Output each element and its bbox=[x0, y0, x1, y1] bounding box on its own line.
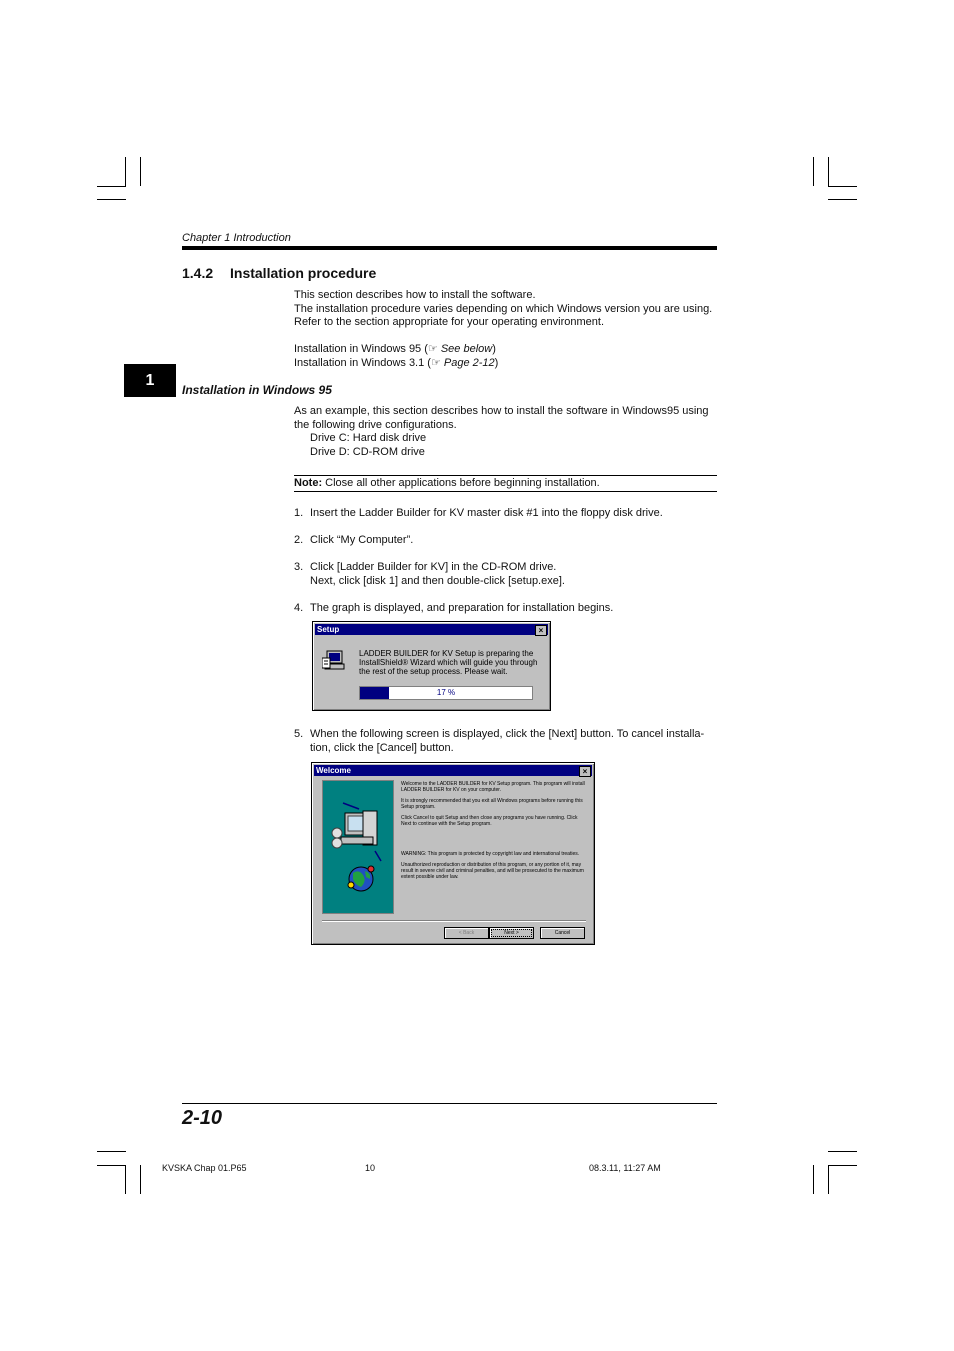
arrow-icon: ☞ bbox=[427, 343, 441, 355]
chapter-header: Chapter 1 Introduction bbox=[182, 232, 291, 244]
slug-sheet: 10 bbox=[365, 1163, 376, 1173]
welcome-text bbox=[401, 781, 586, 885]
crop-mark bbox=[97, 1151, 126, 1152]
intro-line-2: The installation procedure varies depending on which Windows version you are using. Refer to the section appropriate for your operating environment. bbox=[294, 302, 713, 328]
subsection-title: Installation in Windows 95 bbox=[182, 383, 332, 397]
computer-setup-icon bbox=[322, 649, 346, 673]
reference-link[interactable]: See below bbox=[440, 343, 493, 355]
crop-mark bbox=[828, 1151, 857, 1152]
computer-globe-icon bbox=[323, 781, 393, 913]
intro-line-1: This section describes how to install the software. bbox=[294, 289, 536, 301]
footer-rule bbox=[182, 1103, 717, 1104]
step-4: 4. The graph is displayed, and preparation for installation begins. bbox=[294, 602, 614, 614]
page-number: 2-10 bbox=[182, 1107, 223, 1129]
crop-mark bbox=[140, 1165, 141, 1194]
reference-windows95: Installation in Windows 95 (☞ See below) bbox=[294, 343, 496, 355]
crop-mark bbox=[813, 157, 814, 186]
slug-filename: KVSKA Chap 01.P65 bbox=[162, 1163, 247, 1173]
step-1: 1. Insert the Ladder Builder for KV master disk #1 into the floppy disk drive. bbox=[294, 507, 663, 519]
progress-bar bbox=[359, 686, 533, 700]
close-button[interactable]: × bbox=[535, 625, 547, 636]
subsection-para: As an example, this section describes how to install the software in Windows95 using the following drive configurations. bbox=[294, 405, 709, 431]
crop-mark bbox=[125, 1165, 126, 1194]
section-number: 1.4.2 bbox=[182, 265, 214, 281]
step-3: 3. Click [Ladder Builder for KV] in the CD-ROM drive. Next, click [disk 1] and then double-click [setup.exe]. bbox=[294, 561, 565, 587]
drive-d: Drive D: CD-ROM drive bbox=[310, 445, 425, 458]
arrow-icon: ☞ bbox=[430, 356, 444, 369]
crop-mark bbox=[828, 1165, 829, 1194]
welcome-titlebar: Welcome × bbox=[314, 765, 592, 776]
crop-mark bbox=[828, 199, 857, 200]
crop-mark bbox=[813, 1165, 814, 1194]
reference-windows31: Installation in Windows 3.1 (☞ Page 2-12) bbox=[294, 356, 499, 369]
reference-link[interactable]: Page 2-12 bbox=[443, 356, 495, 369]
section-title bbox=[182, 265, 376, 281]
crop-mark bbox=[125, 157, 126, 186]
note-box bbox=[294, 475, 717, 492]
reference-list bbox=[294, 343, 718, 370]
intro bbox=[294, 289, 718, 330]
crop-mark bbox=[97, 1165, 126, 1166]
separator bbox=[322, 920, 586, 922]
section-title-text: Installation procedure bbox=[230, 265, 377, 281]
setup-dialog bbox=[312, 621, 551, 711]
crop-mark bbox=[828, 186, 857, 187]
setup-message: LADDER BUILDER for KV Setup is preparing the InstallShield® Wizard which will guide you through the rest of the setup process. Please wait. bbox=[359, 649, 538, 676]
back-button[interactable]: < Back bbox=[444, 927, 489, 939]
slug-timestamp: 08.3.11, 11:27 AM bbox=[589, 1163, 661, 1173]
progress-text: 17 % bbox=[436, 688, 456, 697]
next-button[interactable]: Next > bbox=[489, 927, 534, 939]
chapter-tab: 1 bbox=[124, 364, 176, 397]
header-rule bbox=[182, 246, 717, 250]
crop-mark bbox=[828, 1165, 857, 1166]
warning-paragraph: Unauthorized reproduction or distribution of this program, or any portion of it, may result in severe civil and criminal penalties, and will be prosecuted to the maximum extent possible under law. bbox=[401, 862, 584, 880]
warning-paragraph: WARNING: This program is protected by copyright law and international treaties. bbox=[401, 851, 580, 857]
drive-c: Drive C: Hard disk drive bbox=[310, 432, 427, 444]
welcome-image-panel bbox=[322, 780, 394, 914]
step-2: 2. Click “My Computer”. bbox=[294, 534, 414, 546]
note-label: Note: bbox=[294, 477, 323, 489]
step-5: 5. When the following screen is displayed, click the [Next] button. To cancel installa-tion, click the [Cancel] button. bbox=[294, 728, 705, 754]
welcome-paragraph: Welcome to the LADDER BUILDER for KV Setup program. This program will install LADDER BUILDER for KV on your computer. bbox=[401, 781, 585, 793]
crop-mark bbox=[140, 157, 141, 186]
cancel-button[interactable]: Cancel bbox=[540, 927, 585, 939]
note-text: Close all other applications before beginning installation. bbox=[322, 477, 600, 489]
crop-mark bbox=[97, 186, 126, 187]
welcome-dialog bbox=[311, 762, 595, 945]
welcome-paragraph: Click Cancel to quit Setup and then close any programs you have running. Click Next to continue with the Setup program. bbox=[401, 815, 578, 827]
crop-mark bbox=[97, 199, 126, 200]
welcome-paragraph: It is strongly recommended that you exit all Windows programs before running this Setup program. bbox=[401, 798, 583, 810]
subsection-body bbox=[294, 405, 718, 459]
crop-mark bbox=[828, 157, 829, 186]
close-button[interactable]: × bbox=[579, 766, 591, 777]
setup-titlebar: Setup × bbox=[315, 624, 548, 635]
